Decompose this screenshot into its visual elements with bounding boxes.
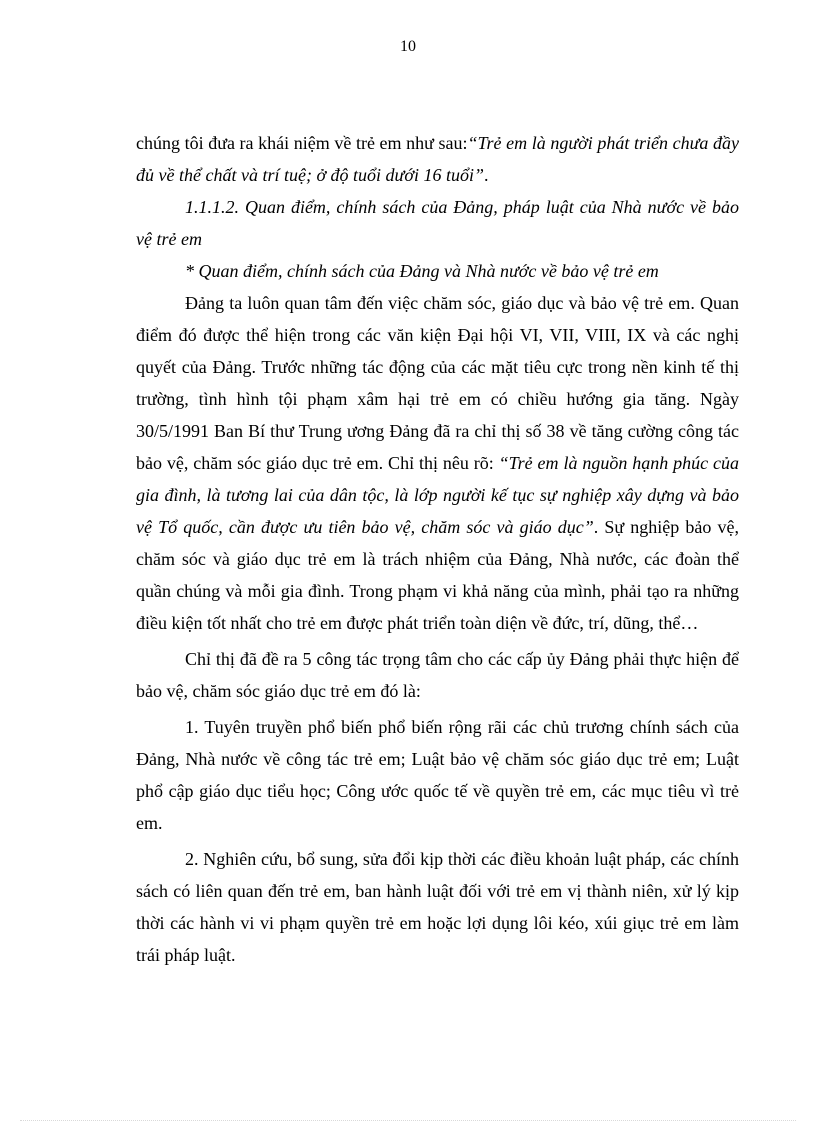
section-heading xyxy=(136,191,739,255)
page-number: 10 xyxy=(400,38,416,55)
paragraph-text: chúng tôi đưa ra khái niệm về trẻ em như sau: xyxy=(136,133,468,153)
paragraph-text: Đảng ta luôn quan tâm đến việc chăm sóc, giáo dục và bảo vệ trẻ em. Quan điểm đó được thể hiện trong các văn kiện Đại hội VI, VII, VIII, IX và các nghị quyết của Đảng. Trước những tác động của các mặt tiêu cực trong nền kinh tế thị trường, tình hình tội phạm xâm hại trẻ em có chiều hướng gia tăng. Ngày 30/5/1991 Ban Bí thư Trung ương Đảng đã ra chỉ thị số 38 về tăng cường công tác bảo vệ, chăm sóc giáo dục trẻ em. Chỉ thị nêu rõ: xyxy=(136,293,739,473)
directive-quote: “Trẻ em là nguồn hạnh phúc của gia đình, là tương lai của dân tộc, là lớp người kế tục sự nghiệp xây dựng và bảo vệ Tổ quốc, cần được ưu tiên bảo vệ, chăm sóc và giáo dục” xyxy=(136,453,739,537)
paragraph-text: Chỉ thị đã đề ra 5 công tác trọng tâm cho các cấp ủy Đảng phải thực hiện để bảo vệ, chăm sóc giáo dục trẻ em đó là: xyxy=(136,649,739,701)
section-heading-text: 1.1.1.2. Quan điểm, chính sách của Đảng, pháp luật của Nhà nước về bảo vệ trẻ em xyxy=(136,197,739,249)
paragraph-definition xyxy=(136,127,739,191)
subsection-heading xyxy=(136,255,739,287)
paragraph-directive-tasks xyxy=(136,643,739,707)
page-bottom-divider xyxy=(20,1120,796,1121)
paragraph-party-policy xyxy=(136,287,739,639)
list-item-2 xyxy=(136,843,739,971)
list-item-text: 1. Tuyên truyền phổ biến phổ biến rộng rãi các chủ trương chính sách của Đảng, Nhà nước về công tác trẻ em; Luật bảo vệ chăm sóc giáo dục trẻ em; Luật phổ cập giáo dục tiểu học; Công ước quốc tế về quyền trẻ em, các mục tiêu vì trẻ em. xyxy=(136,717,739,833)
document-body xyxy=(136,127,739,971)
list-item-1 xyxy=(136,711,739,839)
subsection-heading-text: * Quan điểm, chính sách của Đảng và Nhà nước về bảo vệ trẻ em xyxy=(185,261,659,281)
paragraph-text: . Sự nghiệp bảo vệ, chăm sóc và giáo dục trẻ em là trách nhiệm của Đảng, Nhà nước, các đoàn thể quần chúng và mỗi gia đình. Trong phạm vi khả năng của mình, phải tạo ra những điều kiện tốt nhất cho trẻ em được phát triển toàn diện về đức, trí, dũng, thể… xyxy=(136,517,739,633)
list-item-text: 2. Nghiên cứu, bổ sung, sửa đổi kịp thời các điều khoản luật pháp, các chính sách có liên quan đến trẻ em, ban hành luật đối với trẻ em vị thành niên, xử lý kịp thời các hành vi vi phạm quyền trẻ em hoặc lợi dụng lôi kéo, xúi giục trẻ em làm trái pháp luật. xyxy=(136,849,739,965)
paragraph-text: . xyxy=(484,165,489,185)
definition-quote: “Trẻ em là người phát triển chưa đầy đủ về thể chất và trí tuệ; ở độ tuổi dưới 16 tuổi” xyxy=(136,133,740,185)
